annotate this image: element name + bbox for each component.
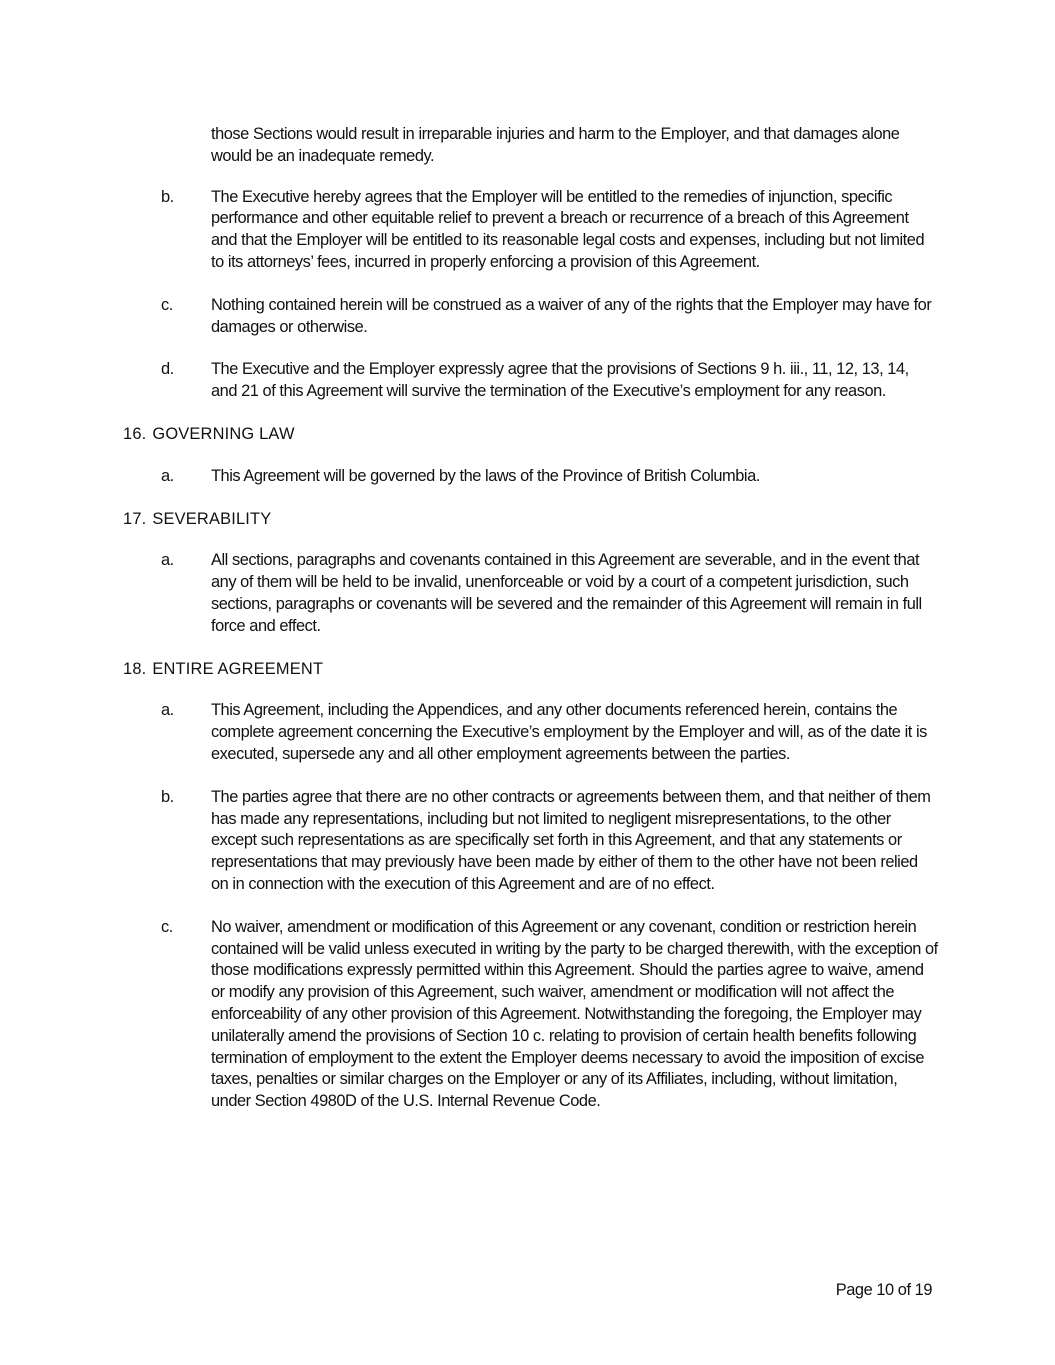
list-item bbox=[161, 466, 938, 488]
item-marker: c. bbox=[161, 917, 173, 936]
item-marker: c. bbox=[161, 295, 173, 314]
item-marker: b. bbox=[161, 187, 174, 206]
continuation-paragraph: those Sections would result in irreparable injuries and harm to the Employer, and that damages alone would be an inadequate remedy. bbox=[211, 125, 900, 165]
list-item bbox=[161, 187, 938, 274]
list-item bbox=[161, 917, 938, 1113]
item-text: Nothing contained herein will be construed as a waiver of any of the rights that the Employer may have for damages or otherwise. bbox=[211, 295, 932, 336]
item-text: All sections, paragraphs and covenants contained in this Agreement are severable, and in the event that any of them will be held to be invalid, unenforceable or void by a court of a competent jurisdiction, such sections, paragraphs or covenants will be severed and the remainder of this Agreement will remain in full force and effect. bbox=[211, 551, 922, 635]
document-body bbox=[123, 124, 938, 1134]
list-item bbox=[161, 295, 938, 339]
item-marker: a. bbox=[161, 551, 174, 570]
item-text: This Agreement will be governed by the laws of the Province of British Columbia. bbox=[211, 466, 760, 485]
section-number: 17. bbox=[123, 509, 147, 528]
item-marker: b. bbox=[161, 787, 174, 806]
item-text: No waiver, amendment or modification of this Agreement or any covenant, condition or restriction herein contained will be valid unless executed in writing by the party to be charged therewith, with the exception of those modifications expressly permitted within this Agreement. Should the parties agree to waive, amend or modify any provision of this Agreement, such waiver, amendment or modification will not affect the enforceability of any other provision of this Agreement. Notwithstanding the foregoing, the Employer may unilaterally amend the provisions of Section 10 c. relating to provision of certain health benefits following termination of employment to the extent the Employer deems necessary to avoid the imposition of excise taxes, penalties or similar charges on the Employer or any of its Affiliates, including, without limitation, under Section 4980D of the U.S. Internal Revenue Code. bbox=[211, 917, 938, 1111]
section-heading-entire-agreement bbox=[123, 659, 938, 681]
item-text: This Agreement, including the Appendices, and any other documents referenced herein, contains the complete agreement concerning the Executive’s employment by the Employer and will, as of the date it is executed, supersede any and all other employment agreements between the parties. bbox=[211, 701, 927, 763]
item-text: The Executive hereby agrees that the Employer will be entitled to the remedies of injunction, specific performance and other equitable relief to prevent a breach or recurrence of a breach of this Agreement and that the Employer will be entitled to its reasonable legal costs and expenses, including but not limited to its attorneys’ fees, incurred in properly enforcing a provision of this Agreement. bbox=[211, 187, 925, 271]
list-item bbox=[161, 550, 938, 637]
list-item bbox=[161, 787, 938, 896]
item-text: The parties agree that there are no other contracts or agreements between them, and that neither of them has made any representations, including but not limited to negligent misrepresentations, to the other except such representations as are specifically set forth in this Agreement, and that any statements or representations that may previously have been made by either of them to the other have not been relied on in connection with the execution of this Agreement and are of no effect. bbox=[211, 787, 931, 893]
section-title: SEVERABILITY bbox=[152, 509, 272, 528]
page-number: Page 10 of 19 bbox=[835, 1281, 932, 1299]
section-title: ENTIRE AGREEMENT bbox=[152, 659, 324, 678]
item-marker: a. bbox=[161, 466, 174, 485]
list-item bbox=[161, 359, 938, 403]
section-heading-severability bbox=[123, 509, 938, 531]
list-item bbox=[161, 700, 938, 765]
section-number: 16. bbox=[123, 424, 147, 443]
section-heading-governing-law bbox=[123, 424, 938, 446]
item-text: The Executive and the Employer expressly agree that the provisions of Sections 9 h. iii., 11, 12, 13, 14, and 21 of this Agreement will survive the termination of the Executive’s employment for any reason. bbox=[211, 360, 909, 401]
section-number: 18. bbox=[123, 659, 147, 678]
item-marker: d. bbox=[161, 360, 174, 379]
section-title: GOVERNING LAW bbox=[152, 424, 295, 443]
item-marker: a. bbox=[161, 701, 174, 720]
